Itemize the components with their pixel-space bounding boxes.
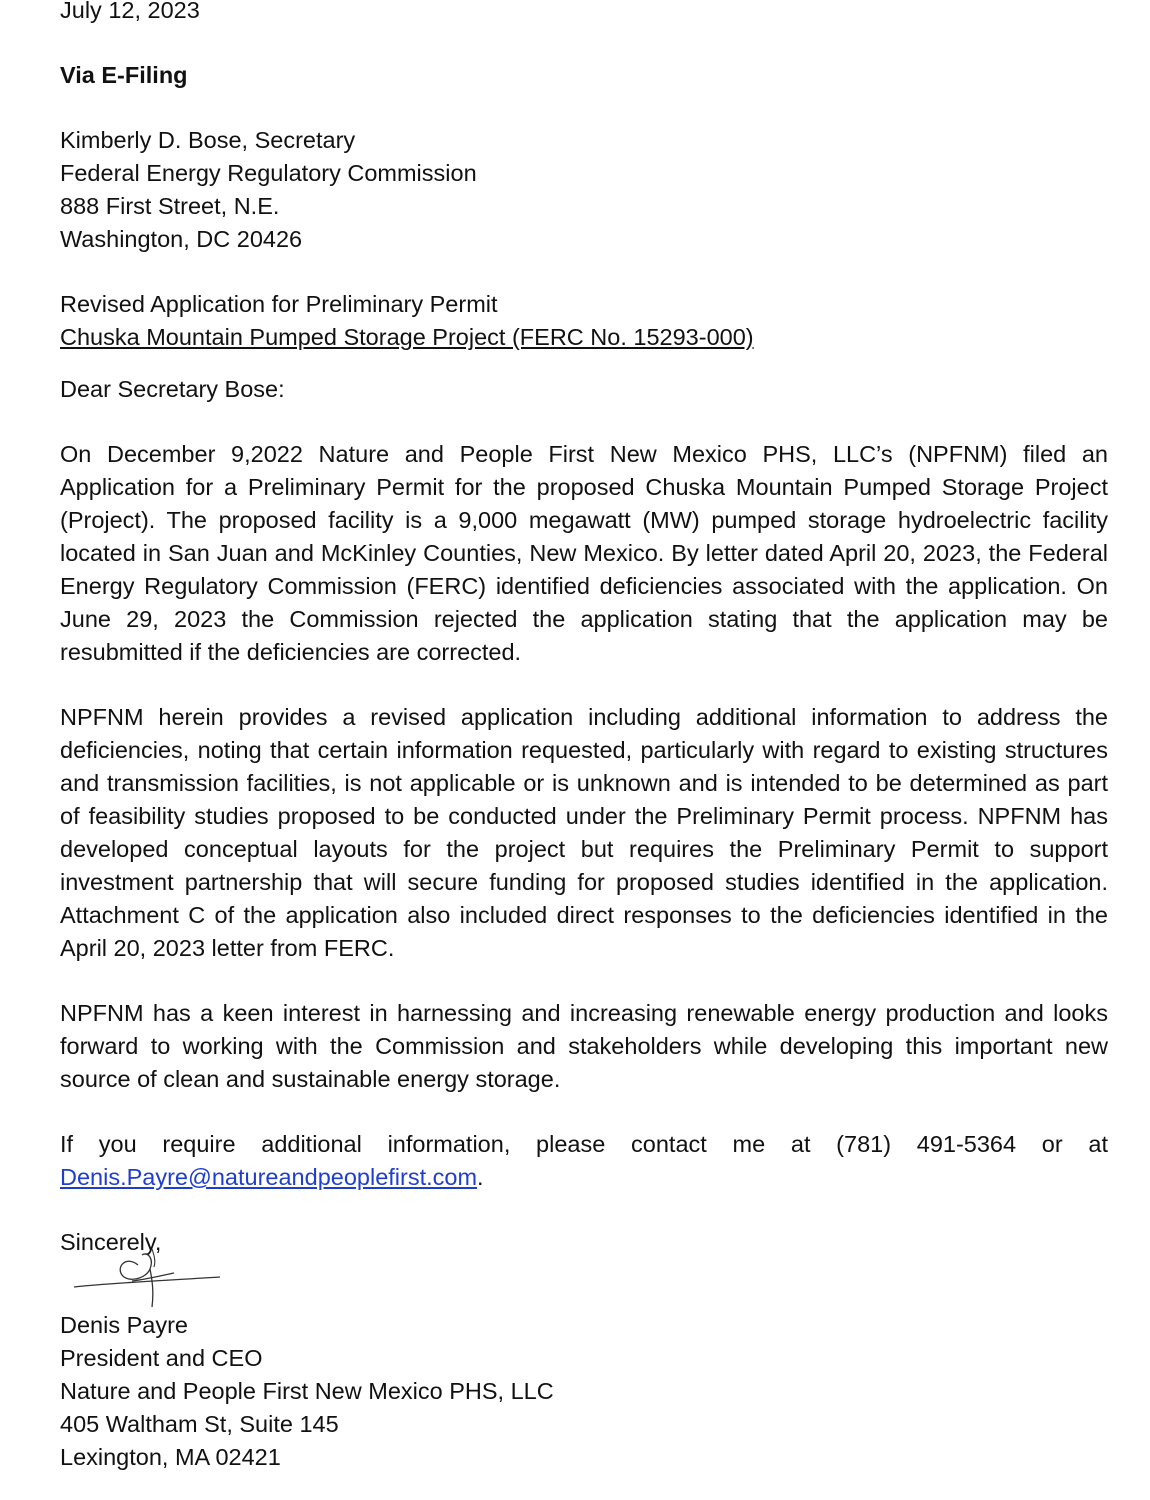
signature-image	[68, 1245, 238, 1309]
contact-paragraph	[60, 1128, 1108, 1194]
subject-line-2: Chuska Mountain Pumped Storage Project (FERC No. 15293-000)	[60, 324, 754, 350]
signer-name: Denis Payre	[60, 1312, 188, 1338]
body-paragraph-3: NPFNM has a keen interest in harnessing and increasing renewable energy production and looks forward to working with the Commission and stakeholders while developing this important new source of clean and sustainable energy storage.	[60, 1000, 1108, 1092]
signer-title: President and CEO	[60, 1345, 263, 1371]
letter	[60, 0, 1108, 1474]
signature	[60, 1245, 260, 1309]
recipient-name: Kimberly D. Bose, Secretary	[60, 127, 356, 153]
letter-date: July 12, 2023	[60, 0, 200, 23]
contact-text: If you require additional information, please contact me at (781) 491-5364 or at	[60, 1131, 1108, 1157]
recipient-street: 888 First Street, N.E.	[60, 193, 280, 219]
body-paragraph-2: NPFNM herein provides a revised application including additional information to address the deficiencies, noting that certain information requested, particularly with regard to existing structures and transmission facilities, is not applicable or is unknown and is intended to be determined as part of feasibility studies proposed to be conducted under the Preliminary Permit process. NPFNM has developed conceptual layouts for the project but requires the Preliminary Permit to support investment partnership that will secure funding for proposed studies identified in the application. Attachment C of the application also included direct responses to the deficiencies identified in the April 20, 2023 letter from FERC.	[60, 704, 1108, 961]
signer-company: Nature and People First New Mexico PHS, LLC	[60, 1378, 554, 1404]
delivery-method: Via E-Filing	[60, 62, 188, 88]
closing: Sincerely,	[60, 1229, 162, 1255]
contact-period: .	[477, 1164, 484, 1190]
recipient-address	[60, 124, 1108, 256]
subject-block	[60, 288, 1108, 354]
signer-block	[60, 1309, 1108, 1474]
salutation: Dear Secretary Bose:	[60, 376, 285, 402]
body-paragraph-1: On December 9,2022 Nature and People First New Mexico PHS, LLC’s (NPFNM) filed an Application for a Preliminary Permit for the proposed Chuska Mountain Pumped Storage Project (Project). The proposed facility is a 9,000 megawatt (MW) pumped storage hydroelectric facility located in San Juan and McKinley Counties, New Mexico. By letter dated April 20, 2023, the Federal Energy Regulatory Commission (FERC) identified deficiencies associated with the application. On June 29, 2023 the Commission rejected the application stating that the application may be resubmitted if the deficiencies are corrected.	[60, 441, 1108, 665]
signer-city: Lexington, MA 02421	[60, 1444, 281, 1470]
recipient-organization: Federal Energy Regulatory Commission	[60, 160, 477, 186]
signer-street: 405 Waltham St, Suite 145	[60, 1411, 339, 1437]
email-link[interactable]: Denis.Payre@natureandpeoplefirst.com	[60, 1164, 478, 1190]
recipient-city: Washington, DC 20426	[60, 226, 303, 252]
subject-line-1: Revised Application for Preliminary Permit	[60, 291, 498, 317]
